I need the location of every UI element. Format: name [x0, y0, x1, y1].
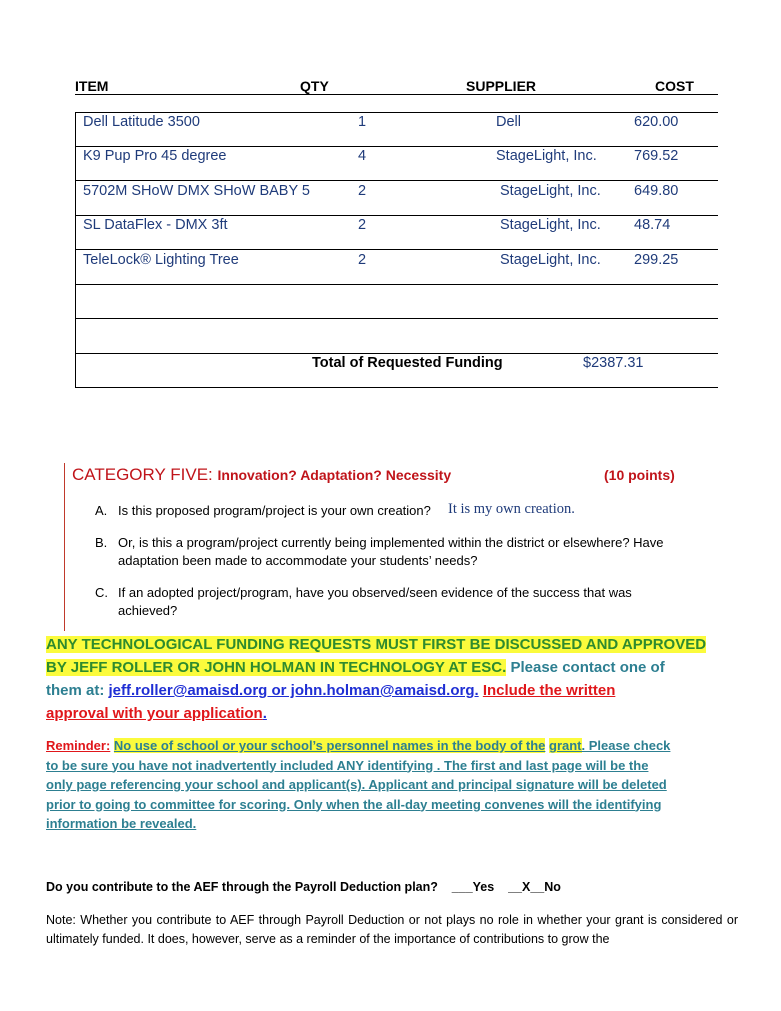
cell-qty: 2 [358, 217, 367, 233]
question-answer: It is my own creation. [448, 501, 575, 517]
reminder-highlight-grant: grant [549, 738, 582, 753]
cell-item: TeleLock® Lighting Tree [83, 252, 239, 268]
row-divider [75, 215, 718, 216]
cell-qty: 1 [358, 114, 367, 130]
header-qty: QTY [300, 78, 329, 94]
row-divider [75, 249, 718, 250]
notice-period: . [262, 705, 267, 722]
cell-supplier: StageLight, Inc. [500, 183, 601, 199]
reminder-text: prior to going to committee for scoring. Only when the all-day meeting convenes will the identifying [46, 796, 662, 812]
reminder-text: to be sure you have not inadvertently included ANY identifying . The first and last page will be the [46, 757, 649, 773]
reminder-highlight: No use of school or your school’s personnel names in the body of the [113, 738, 546, 753]
email-links[interactable]: jeff.roller@amaisd.org or john.holman@amaisd.org. [108, 682, 479, 699]
row-divider [75, 353, 718, 354]
header-item: ITEM [75, 78, 109, 94]
cell-cost: 769.52 [634, 148, 679, 164]
cell-cost: 299.25 [634, 252, 679, 268]
row-divider [75, 112, 718, 113]
cell-supplier: StageLight, Inc. [496, 148, 597, 164]
row-divider [75, 318, 718, 319]
table-left-border [75, 112, 76, 388]
question-letter: B. [95, 535, 108, 550]
category-heading [72, 465, 451, 485]
cell-item: 5702M SHoW DMX SHoW BABY 5 [83, 183, 310, 199]
cell-cost: 48.74 [634, 217, 671, 233]
notice-them-at: them at: [46, 682, 105, 699]
cell-supplier: Dell [496, 114, 521, 130]
cell-item: SL DataFlex - DMX 3ft [83, 217, 228, 233]
notice-line1: ANY TECHNOLOGICAL FUNDING REQUESTS MUST FIRST BE DISCUSSED AND APPROVED [46, 636, 707, 653]
notice-include: Include the written [482, 682, 616, 699]
cell-item: K9 Pup Pro 45 degree [83, 148, 227, 164]
category-points: (10 points) [604, 467, 675, 483]
total-value: $2387.31 [583, 355, 644, 371]
question-text-line1: Or, is this a program/project currently being implemented within the district or elsewhere? Have [118, 535, 664, 550]
question-text: Is this proposed program/project is your own creation? [118, 503, 431, 518]
payroll-question [46, 880, 561, 894]
cell-supplier: StageLight, Inc. [500, 252, 601, 268]
row-divider [75, 146, 718, 147]
reminder-label: Reminder: [46, 738, 111, 753]
cell-item: Dell Latitude 3500 [83, 114, 200, 130]
cell-qty: 2 [358, 252, 367, 268]
reminder-text: information be revealed. [46, 816, 197, 831]
total-label: Total of Requested Funding [312, 355, 503, 371]
note-paragraph: Note: Whether you contribute to AEF through Payroll Deduction or not plays no role in whether your grant is considered or ultimately funded. It does, however, serve as a reminder of the importance of contributions to grow the [46, 913, 738, 946]
row-divider [75, 387, 718, 388]
category-title: CATEGORY FIVE: [72, 465, 213, 484]
notice-include-2: approval with your application [46, 705, 263, 722]
cell-qty: 2 [358, 183, 367, 199]
question-text-line2: achieved? [118, 603, 178, 618]
header-cost: COST [655, 78, 694, 94]
cell-qty: 4 [358, 148, 367, 164]
header-supplier: SUPPLIER [466, 78, 537, 94]
row-divider [75, 180, 718, 181]
cell-cost: 649.80 [634, 183, 679, 199]
reminder-text: only page referencing your school and applicant(s). Applicant and principal signature will be deleted [46, 777, 667, 792]
notice-contact: Please contact one of [506, 659, 665, 676]
payroll-question-text: Do you contribute to the AEF through the Payroll Deduction plan? [46, 880, 438, 894]
cell-supplier: StageLight, Inc. [500, 217, 601, 233]
cell-cost: 620.00 [634, 114, 679, 130]
question-text-line2: adaptation been made to accommodate your students’ needs? [118, 553, 478, 568]
question-letter: A. [95, 503, 108, 518]
question-letter: C. [95, 585, 108, 600]
margin-rule [64, 463, 65, 631]
row-divider [75, 284, 718, 285]
category-subtitle: Innovation? Adaptation? Necessity [217, 467, 452, 483]
payroll-options: ___Yes __X__No [451, 880, 561, 894]
header-rule [75, 94, 718, 95]
technology-notice [46, 633, 746, 725]
question-text-line1: If an adopted project/program, have you observed/seen evidence of the success that was [118, 585, 632, 600]
reminder-block [46, 736, 746, 834]
reminder-text: . Please check [581, 738, 671, 753]
notice-line2: BY JEFF ROLLER OR JOHN HOLMAN IN TECHNOLOGY AT ESC. [46, 659, 507, 676]
